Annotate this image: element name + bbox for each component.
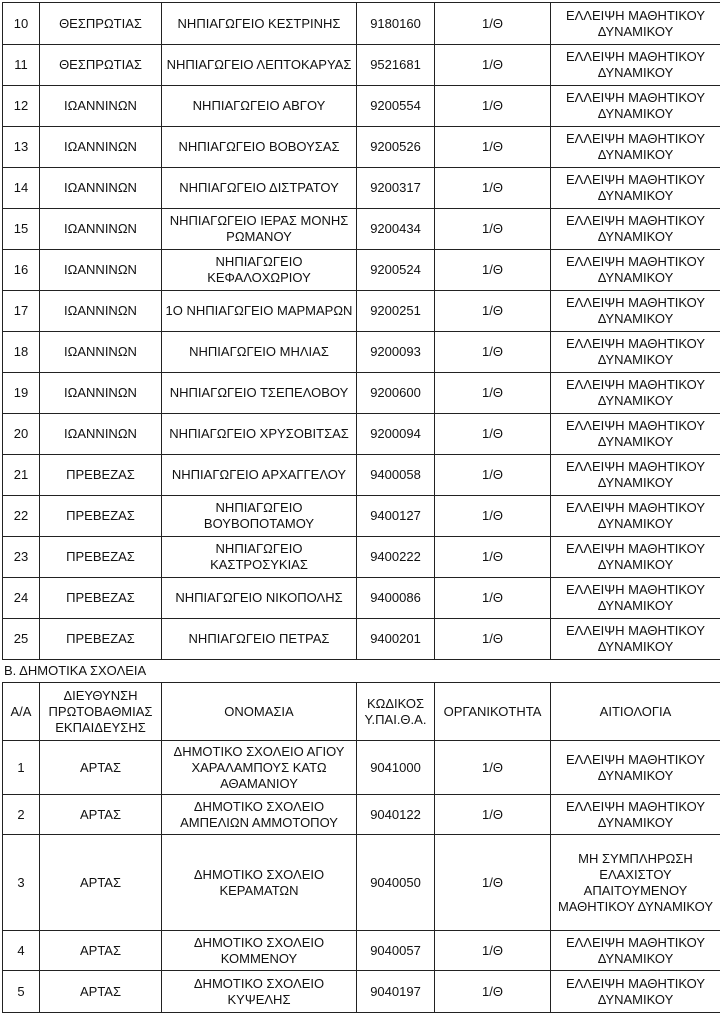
cell-reason: ΕΛΛΕΙΨΗ ΜΑΘΗΤΙΚΟΥ ΔΥΝΑΜΙΚΟΥ — [551, 455, 720, 496]
cell-region: ΙΩΑΝΝΙΝΩΝ — [40, 291, 162, 332]
cell-reason: ΕΛΛΕΙΨΗ ΜΑΘΗΤΙΚΟΥ ΔΥΝΑΜΙΚΟΥ — [551, 741, 720, 795]
cell-aa: 17 — [3, 291, 40, 332]
cell-name: ΝΗΠΙΑΓΩΓΕΙΟ ΚΑΣΤΡΟΣΥΚΙΑΣ — [162, 537, 357, 578]
cell-org: 1/Θ — [435, 127, 551, 168]
cell-org: 1/Θ — [435, 971, 551, 1013]
cell-org: 1/Θ — [435, 537, 551, 578]
cell-reason: ΕΛΛΕΙΨΗ ΜΑΘΗΤΙΚΟΥ ΔΥΝΑΜΙΚΟΥ — [551, 537, 720, 578]
table-row — [3, 332, 720, 373]
cell-region: ΙΩΑΝΝΙΝΩΝ — [40, 373, 162, 414]
header-aa: Α/Α — [3, 683, 40, 741]
cell-reason: ΕΛΛΕΙΨΗ ΜΑΘΗΤΙΚΟΥ ΔΥΝΑΜΙΚΟΥ — [551, 971, 720, 1013]
cell-org: 1/Θ — [435, 455, 551, 496]
cell-reason: ΕΛΛΕΙΨΗ ΜΑΘΗΤΙΚΟΥ ΔΥΝΑΜΙΚΟΥ — [551, 332, 720, 373]
cell-org: 1/Θ — [435, 45, 551, 86]
cell-region: ΘΕΣΠΡΩΤΙΑΣ — [40, 3, 162, 45]
cell-region: ΙΩΑΝΝΙΝΩΝ — [40, 332, 162, 373]
cell-name: ΝΗΠΙΑΓΩΓΕΙΟ ΑΒΓΟΥ — [162, 86, 357, 127]
cell-code: 9040057 — [357, 931, 435, 971]
cell-region: ΠΡΕΒΕΖΑΣ — [40, 578, 162, 619]
cell-region: ΙΩΑΝΝΙΝΩΝ — [40, 127, 162, 168]
cell-aa: 12 — [3, 86, 40, 127]
cell-org: 1/Θ — [435, 291, 551, 332]
cell-org: 1/Θ — [435, 578, 551, 619]
cell-name: ΝΗΠΙΑΓΩΓΕΙΟ ΔΙΣΤΡΑΤΟΥ — [162, 168, 357, 209]
cell-region: ΠΡΕΒΕΖΑΣ — [40, 496, 162, 537]
cell-code: 9400201 — [357, 619, 435, 660]
cell-code: 9400127 — [357, 496, 435, 537]
cell-org: 1/Θ — [435, 795, 551, 835]
table-row — [3, 291, 720, 332]
header-reason: ΑΙΤΙΟΛΟΓΙΑ — [551, 683, 720, 741]
cell-region: ΑΡΤΑΣ — [40, 971, 162, 1013]
cell-name: ΔΗΜΟΤΙΚΟ ΣΧΟΛΕΙΟ ΚΥΨΕΛΗΣ — [162, 971, 357, 1013]
cell-org: 1/Θ — [435, 619, 551, 660]
cell-region: ΙΩΑΝΝΙΝΩΝ — [40, 209, 162, 250]
cell-aa: 13 — [3, 127, 40, 168]
cell-aa: 1 — [3, 741, 40, 795]
cell-region: ΘΕΣΠΡΩΤΙΑΣ — [40, 45, 162, 86]
cell-code: 9400222 — [357, 537, 435, 578]
cell-name: ΝΗΠΙΑΓΩΓΕΙΟ ΜΗΛΙΑΣ — [162, 332, 357, 373]
cell-code: 9200526 — [357, 127, 435, 168]
primary-schools-table — [2, 682, 720, 1013]
cell-code: 9200600 — [357, 373, 435, 414]
cell-aa: 16 — [3, 250, 40, 291]
cell-name: ΔΗΜΟΤΙΚΟ ΣΧΟΛΕΙΟ ΑΓΙΟΥ ΧΑΡΑΛΑΜΠΟΥΣ ΚΑΤΩ ΑΘΑΜΑΝΙΟΥ — [162, 741, 357, 795]
table-row — [3, 455, 720, 496]
cell-name: ΝΗΠΙΑΓΩΓΕΙΟ ΚΕΦΑΛΟΧΩΡΙΟΥ — [162, 250, 357, 291]
cell-name: ΝΗΠΙΑΓΩΓΕΙΟ ΛΕΠΤΟΚΑΡΥΑΣ — [162, 45, 357, 86]
cell-code: 9180160 — [357, 3, 435, 45]
cell-aa: 25 — [3, 619, 40, 660]
cell-reason: ΕΛΛΕΙΨΗ ΜΑΘΗΤΙΚΟΥ ΔΥΝΑΜΙΚΟΥ — [551, 250, 720, 291]
table-row — [3, 971, 720, 1013]
cell-region: ΑΡΤΑΣ — [40, 741, 162, 795]
header-region: ΔΙΕΥΘΥΝΣΗ ΠΡΩΤΟΒΑΘΜΙΑΣ ΕΚΠΑΙΔΕΥΣΗΣ — [40, 683, 162, 741]
cell-name: 1Ο ΝΗΠΙΑΓΩΓΕΙΟ ΜΑΡΜΑΡΩΝ — [162, 291, 357, 332]
cell-region: ΙΩΑΝΝΙΝΩΝ — [40, 168, 162, 209]
cell-reason: ΕΛΛΕΙΨΗ ΜΑΘΗΤΙΚΟΥ ΔΥΝΑΜΙΚΟΥ — [551, 3, 720, 45]
table-row — [3, 45, 720, 86]
cell-name: ΔΗΜΟΤΙΚΟ ΣΧΟΛΕΙΟ ΑΜΠΕΛΙΩΝ ΑΜΜΟΤΟΠΟΥ — [162, 795, 357, 835]
cell-reason: ΕΛΛΕΙΨΗ ΜΑΘΗΤΙΚΟΥ ΔΥΝΑΜΙΚΟΥ — [551, 496, 720, 537]
cell-reason: ΕΛΛΕΙΨΗ ΜΑΘΗΤΙΚΟΥ ΔΥΝΑΜΙΚΟΥ — [551, 86, 720, 127]
cell-region: ΑΡΤΑΣ — [40, 795, 162, 835]
cell-reason: ΕΛΛΕΙΨΗ ΜΑΘΗΤΙΚΟΥ ΔΥΝΑΜΙΚΟΥ — [551, 578, 720, 619]
table-row — [3, 619, 720, 660]
header-org: ΟΡΓΑΝΙΚΟΤΗΤΑ — [435, 683, 551, 741]
cell-reason: ΕΛΛΕΙΨΗ ΜΑΘΗΤΙΚΟΥ ΔΥΝΑΜΙΚΟΥ — [551, 795, 720, 835]
cell-org: 1/Θ — [435, 414, 551, 455]
cell-reason: ΕΛΛΕΙΨΗ ΜΑΘΗΤΙΚΟΥ ΔΥΝΑΜΙΚΟΥ — [551, 291, 720, 332]
cell-region: ΠΡΕΒΕΖΑΣ — [40, 455, 162, 496]
cell-aa: 23 — [3, 537, 40, 578]
cell-name: ΝΗΠΙΑΓΩΓΕΙΟ ΑΡΧΑΓΓΕΛΟΥ — [162, 455, 357, 496]
cell-org: 1/Θ — [435, 741, 551, 795]
section-b-title: Β. ΔΗΜΟΤΙΚΑ ΣΧΟΛΕΙΑ — [4, 663, 147, 678]
table-row — [3, 250, 720, 291]
table-row — [3, 127, 720, 168]
cell-reason: ΜΗ ΣΥΜΠΛΗΡΩΣΗ ΕΛΑΧΙΣΤΟΥ ΑΠΑΙΤΟΥΜΕΝΟΥ ΜΑΘΗΤΙΚΟΥ ΔΥΝΑΜΙΚΟΥ — [551, 835, 720, 931]
table-row — [3, 414, 720, 455]
cell-reason: ΕΛΛΕΙΨΗ ΜΑΘΗΤΙΚΟΥ ΔΥΝΑΜΙΚΟΥ — [551, 127, 720, 168]
cell-org: 1/Θ — [435, 332, 551, 373]
cell-code: 9200434 — [357, 209, 435, 250]
table-row — [3, 86, 720, 127]
cell-region: ΙΩΑΝΝΙΝΩΝ — [40, 86, 162, 127]
cell-aa: 19 — [3, 373, 40, 414]
cell-aa: 21 — [3, 455, 40, 496]
table-row — [3, 795, 720, 835]
cell-aa: 2 — [3, 795, 40, 835]
cell-aa: 18 — [3, 332, 40, 373]
cell-code: 9400086 — [357, 578, 435, 619]
cell-region: ΑΡΤΑΣ — [40, 835, 162, 931]
cell-org: 1/Θ — [435, 86, 551, 127]
cell-aa: 11 — [3, 45, 40, 86]
cell-name: ΝΗΠΙΑΓΩΓΕΙΟ ΙΕΡΑΣ ΜΟΝΗΣ ΡΩΜΑΝΟΥ — [162, 209, 357, 250]
cell-code: 9200554 — [357, 86, 435, 127]
cell-aa: 4 — [3, 931, 40, 971]
cell-name: ΝΗΠΙΑΓΩΓΕΙΟ ΧΡΥΣΟΒΙΤΣΑΣ — [162, 414, 357, 455]
cell-org: 1/Θ — [435, 931, 551, 971]
table-row — [3, 741, 720, 795]
cell-region: ΑΡΤΑΣ — [40, 931, 162, 971]
cell-code: 9040122 — [357, 795, 435, 835]
cell-code: 9200094 — [357, 414, 435, 455]
cell-aa: 5 — [3, 971, 40, 1013]
cell-code: 9200524 — [357, 250, 435, 291]
cell-reason: ΕΛΛΕΙΨΗ ΜΑΘΗΤΙΚΟΥ ΔΥΝΑΜΙΚΟΥ — [551, 168, 720, 209]
table-row — [3, 931, 720, 971]
cell-org: 1/Θ — [435, 3, 551, 45]
cell-name: ΝΗΠΙΑΓΩΓΕΙΟ ΚΕΣΤΡΙΝΗΣ — [162, 3, 357, 45]
cell-aa: 20 — [3, 414, 40, 455]
table-row — [3, 496, 720, 537]
cell-reason: ΕΛΛΕΙΨΗ ΜΑΘΗΤΙΚΟΥ ΔΥΝΑΜΙΚΟΥ — [551, 45, 720, 86]
kindergartens-table — [2, 2, 720, 660]
cell-name: ΝΗΠΙΑΓΩΓΕΙΟ ΒΟΥΒΟΠΟΤΑΜΟΥ — [162, 496, 357, 537]
cell-org: 1/Θ — [435, 835, 551, 931]
table-row — [3, 373, 720, 414]
cell-org: 1/Θ — [435, 496, 551, 537]
cell-code: 9041000 — [357, 741, 435, 795]
cell-org: 1/Θ — [435, 373, 551, 414]
cell-aa: 22 — [3, 496, 40, 537]
header-code: ΚΩΔΙΚΟΣ Υ.ΠΑΙ.Θ.Α. — [357, 683, 435, 741]
cell-aa: 10 — [3, 3, 40, 45]
cell-aa: 3 — [3, 835, 40, 931]
table-row — [3, 209, 720, 250]
cell-code: 9040197 — [357, 971, 435, 1013]
cell-name: ΔΗΜΟΤΙΚΟ ΣΧΟΛΕΙΟ ΚΕΡΑΜΑΤΩΝ — [162, 835, 357, 931]
cell-aa: 24 — [3, 578, 40, 619]
cell-reason: ΕΛΛΕΙΨΗ ΜΑΘΗΤΙΚΟΥ ΔΥΝΑΜΙΚΟΥ — [551, 209, 720, 250]
cell-region: ΙΩΑΝΝΙΝΩΝ — [40, 414, 162, 455]
table-row — [3, 578, 720, 619]
cell-code: 9400058 — [357, 455, 435, 496]
cell-name: ΝΗΠΙΑΓΩΓΕΙΟ ΠΕΤΡΑΣ — [162, 619, 357, 660]
cell-region: ΙΩΑΝΝΙΝΩΝ — [40, 250, 162, 291]
cell-code: 9200317 — [357, 168, 435, 209]
cell-name: ΝΗΠΙΑΓΩΓΕΙΟ ΝΙΚΟΠΟΛΗΣ — [162, 578, 357, 619]
cell-org: 1/Θ — [435, 209, 551, 250]
cell-reason: ΕΛΛΕΙΨΗ ΜΑΘΗΤΙΚΟΥ ΔΥΝΑΜΙΚΟΥ — [551, 414, 720, 455]
table-row — [3, 3, 720, 45]
cell-code: 9040050 — [357, 835, 435, 931]
table-row — [3, 168, 720, 209]
cell-code: 9200251 — [357, 291, 435, 332]
cell-org: 1/Θ — [435, 250, 551, 291]
cell-reason: ΕΛΛΕΙΨΗ ΜΑΘΗΤΙΚΟΥ ΔΥΝΑΜΙΚΟΥ — [551, 931, 720, 971]
cell-region: ΠΡΕΒΕΖΑΣ — [40, 537, 162, 578]
cell-org: 1/Θ — [435, 168, 551, 209]
cell-reason: ΕΛΛΕΙΨΗ ΜΑΘΗΤΙΚΟΥ ΔΥΝΑΜΙΚΟΥ — [551, 619, 720, 660]
cell-aa: 14 — [3, 168, 40, 209]
cell-reason: ΕΛΛΕΙΨΗ ΜΑΘΗΤΙΚΟΥ ΔΥΝΑΜΙΚΟΥ — [551, 373, 720, 414]
header-name: ΟΝΟΜΑΣΙΑ — [162, 683, 357, 741]
table-row — [3, 835, 720, 931]
table-row — [3, 537, 720, 578]
cell-aa: 15 — [3, 209, 40, 250]
table-header-row — [3, 683, 720, 741]
cell-name: ΔΗΜΟΤΙΚΟ ΣΧΟΛΕΙΟ ΚΟΜΜΕΝΟΥ — [162, 931, 357, 971]
cell-name: ΝΗΠΙΑΓΩΓΕΙΟ ΤΣΕΠΕΛΟΒΟΥ — [162, 373, 357, 414]
cell-code: 9521681 — [357, 45, 435, 86]
cell-name: ΝΗΠΙΑΓΩΓΕΙΟ ΒΟΒΟΥΣΑΣ — [162, 127, 357, 168]
cell-region: ΠΡΕΒΕΖΑΣ — [40, 619, 162, 660]
cell-code: 9200093 — [357, 332, 435, 373]
